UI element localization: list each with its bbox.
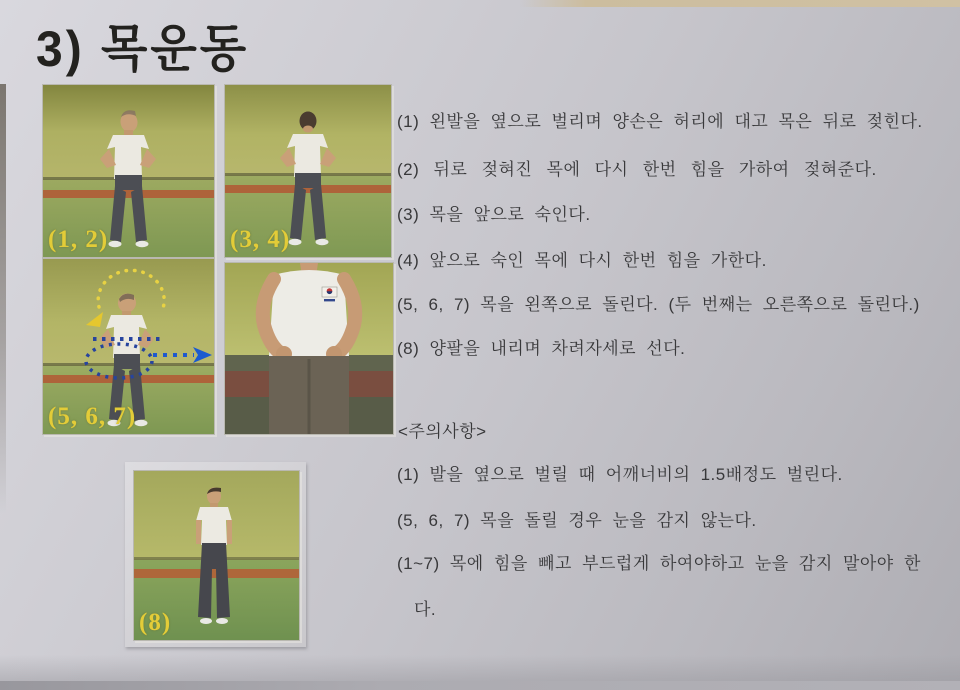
photo-print-frame [125, 462, 306, 647]
caution-line-4: 다. [414, 600, 437, 619]
instruction-line-1: (1) 왼발을 옆으로 벌리며 양손은 허리에 대고 목은 뒤로 젖힌다. [397, 112, 923, 131]
photo-label-8: (8) [139, 609, 172, 636]
photo-neck-rotation [42, 258, 215, 435]
instruction-line-6: (8) 양팔을 내리며 차려자세로 선다. [397, 339, 686, 358]
instruction-line-4: (4) 앞으로 숙인 목에 다시 한번 힘을 가한다. [397, 251, 767, 270]
photo-torso-closeup [224, 262, 394, 435]
instruction-line-5: (5, 6, 7) 목을 왼쪽으로 돌린다. (두 번째는 오른쪽으로 돌린다.) [397, 295, 920, 314]
caution-line-3: (1~7) 목에 힘을 빼고 부드럽게 하여야하고 눈을 감지 말아야 한 [397, 554, 921, 573]
photo-label-5-6-7: (5, 6, 7) [48, 403, 137, 430]
person-torso [263, 263, 356, 434]
caution-line-1: (1) 발을 옆으로 벌릴 때 어깨너비의 1.5배정도 벌린다. [397, 465, 843, 484]
photo-label-1-2: (1, 2) [48, 226, 109, 253]
instruction-line-3: (3) 목을 앞으로 숙인다. [397, 205, 591, 224]
photo-neck-forward [224, 84, 392, 258]
photo-attention-pose [133, 470, 300, 641]
page-title: 3) 목운동 [36, 21, 250, 78]
paper-bottom-edge [0, 681, 960, 690]
caution-line-2: (5, 6, 7) 목을 돌릴 경우 눈을 감지 않는다. [397, 511, 757, 530]
cautions-header: <주의사항> [398, 422, 487, 441]
paper-bottom-shadow [0, 655, 960, 681]
paper-top-edge [520, 0, 960, 7]
exercise-photo-figure [225, 263, 393, 434]
instruction-line-2: (2) 뒤로 젖혀진 목에 다시 한번 힘을 가하여 젖혀준다. [397, 160, 877, 179]
paper-left-shadow [0, 84, 6, 514]
photo-label-3-4: (3, 4) [230, 226, 291, 253]
flag-patch [322, 287, 337, 301]
photo-neck-back [42, 84, 215, 258]
